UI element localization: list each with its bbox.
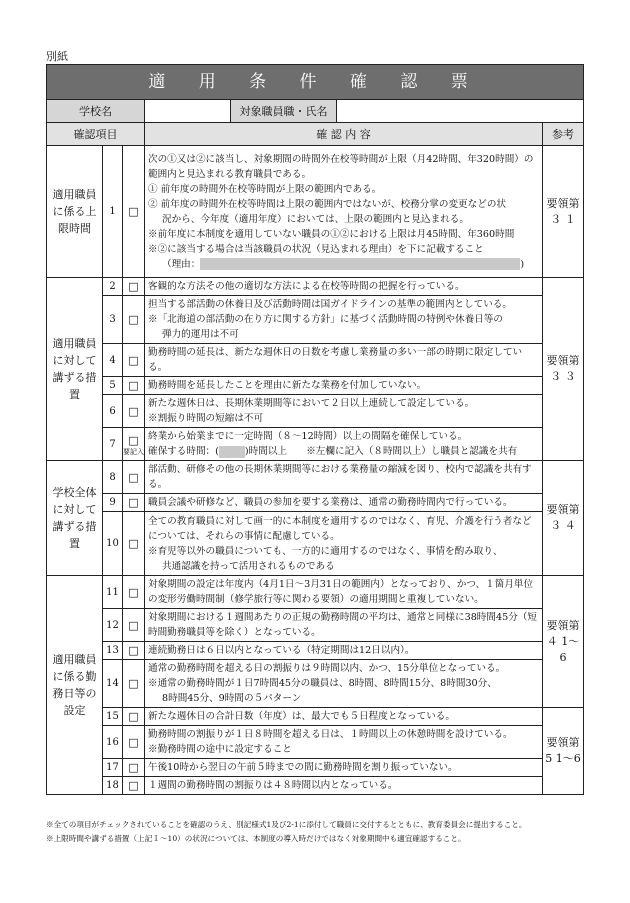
ref-section-4b: 要領第5 1～6 xyxy=(543,708,584,795)
item-number: 10 xyxy=(103,512,123,576)
school-name-label: 学校名 xyxy=(47,100,145,123)
item-14-content xyxy=(145,660,543,708)
text-line: ※育児等以外の職員についても、一方的に適用するのではなく、事情を酌み取り、 xyxy=(148,545,503,557)
text-line: 勤務時間を延長したことを理由に新たな業務を付加していない。 xyxy=(148,380,427,391)
staff-name-label: 対象職員職・氏名 xyxy=(231,100,337,123)
ref-section-3: 要領第３ ４ xyxy=(543,461,584,576)
item-number: 9 xyxy=(103,494,123,512)
item-number: 15 xyxy=(103,708,123,726)
text-line: 共通認識を持って活用されるものである xyxy=(162,560,335,572)
corner-label: 別紙 xyxy=(46,50,68,63)
item-10-content xyxy=(145,512,543,576)
item-number: 11 xyxy=(103,576,123,609)
item-number: 6 xyxy=(103,395,123,428)
text-line: 8時間45分、9時間の５パターン xyxy=(162,693,302,704)
checkbox-item-14[interactable]: □ xyxy=(123,660,145,708)
item-number: 5 xyxy=(103,377,123,395)
item-number: 3 xyxy=(103,296,123,344)
item-number: 1 xyxy=(103,146,123,278)
item-number: 8 xyxy=(103,461,123,494)
header-item: 確認項目 xyxy=(47,123,145,146)
checkbox-item-17[interactable]: □ xyxy=(123,759,145,777)
item-8-content xyxy=(145,461,543,494)
text-line: ※②に該当する場合は当該職員の状況（見込まれる理由）を下に記載すること xyxy=(148,243,484,255)
item-number: 17 xyxy=(103,759,123,777)
item-9-content xyxy=(145,494,543,512)
checkbox-item-15[interactable]: □ xyxy=(123,708,145,726)
checkbox-item-2[interactable]: □ xyxy=(123,278,145,296)
text-line: ※通常の勤務時間が１日7時間45分の職員は、8時間、8時間15分、8時間30分、 xyxy=(148,678,497,689)
ref-section-1: 要領第３ １ xyxy=(543,146,584,278)
item-number: 14 xyxy=(103,660,123,708)
category-workday-setting: 適用職員に係る勤務日等の設定 xyxy=(47,576,103,795)
confirmation-table xyxy=(46,64,584,795)
text-line: の変形労働時間制（修学旅行等に関わる要領）の適用期間と重複していない。 xyxy=(148,594,484,605)
text-line: 全ての教育職員に対して画一的に本制度を適用するのではなく、育児、介護を行う者など xyxy=(148,515,532,527)
checkbox-item-16[interactable]: □ xyxy=(123,726,145,759)
item-7-content xyxy=(145,428,543,461)
item-number: 18 xyxy=(103,777,123,795)
header-ref: 参考 xyxy=(543,123,584,146)
text-line: １週間の勤務時間の割振りは４８時間以内となっている。 xyxy=(148,780,398,791)
item-number: 7 xyxy=(103,428,123,461)
page-title: 適 用 条 件 確 認 票 xyxy=(47,65,584,100)
text-line: 職員会議や研修など、職員の参加を要する業務は、通常の勤務時間内で行っている。 xyxy=(148,497,513,508)
text-line: ② 前年度の時間外在校等時間は上限の範囲内ではないが、校務分掌の変更などの状 xyxy=(148,198,507,210)
required-note: 要記入 xyxy=(123,447,144,456)
confirmation-sheet xyxy=(46,64,583,795)
checkbox-item-4[interactable]: □ xyxy=(123,344,145,377)
text-line: 終業から始業までに一定時間（８～12時間）以上の間隔を確保している。 xyxy=(148,431,468,442)
category-measures-staff: 適用職員に対して講ずる措置 xyxy=(47,278,103,461)
item-12-content xyxy=(145,609,543,642)
item-11-content xyxy=(145,576,543,609)
text-line: 勤務時間の延長は、新たな週休日の日数を考慮し業務量の多い一部の時期に限定している。 xyxy=(148,347,523,373)
item-15-content xyxy=(145,708,543,726)
text-line: 次の①又は②に該当し、対象期間の時間外在校等時間が上限（月42時間、年320時間）の xyxy=(148,153,534,165)
text-line: ※前年度に本制度を適用していない職員の①②における上限は月45時間、年360時間 xyxy=(148,228,515,240)
category-upper-limit: 適用職員に係る上限時間 xyxy=(47,146,103,278)
interval-hours-input[interactable] xyxy=(219,446,245,458)
checkbox-item-3[interactable]: □ xyxy=(123,296,145,344)
interval-line: 確保する時間：( )時間以上 ※左欄に記入（８時間以上）し職員と認識を共有 xyxy=(148,446,518,457)
checkbox-item-7[interactable]: □ 要記入 xyxy=(123,428,145,461)
checkbox-item-10[interactable]: □ xyxy=(123,512,145,576)
text-line: については、それらの事情に配慮している。 xyxy=(148,530,340,542)
text-line: 部活動、研修その他の長期休業期間等における業務量の縮減を図り、校内で認識を共有する。 xyxy=(148,464,532,490)
item-number: 4 xyxy=(103,344,123,377)
checkbox-item-11[interactable]: □ xyxy=(123,576,145,609)
school-name-field[interactable] xyxy=(145,100,231,123)
footnotes xyxy=(46,818,606,846)
text-line: 範囲内と見込まれる教育職員である。 xyxy=(148,168,312,180)
text-line: 対象期間の設定は年度内（4月1日～3月31日の範囲内）となっており、かつ、１箇月単位 xyxy=(148,579,534,590)
item-1-content xyxy=(145,146,543,278)
item-2-content xyxy=(145,278,543,296)
staff-name-field[interactable] xyxy=(337,100,584,123)
text-line: ※割振り時間の短縮は不可 xyxy=(148,413,264,424)
item-6-content xyxy=(145,395,543,428)
item-5-content xyxy=(145,377,543,395)
reason-input[interactable] xyxy=(200,258,520,270)
checkbox-item-5[interactable]: □ xyxy=(123,377,145,395)
item-number: 16 xyxy=(103,726,123,759)
checkbox-item-6[interactable]: □ xyxy=(123,395,145,428)
text-line: 勤務時間の割振りが１日８時間を超える日は、１時間以上の休憩時間を設けている。 xyxy=(148,729,513,740)
checkbox-item-13[interactable]: □ xyxy=(123,642,145,660)
checkbox-item-9[interactable]: □ xyxy=(123,494,145,512)
item-number: 13 xyxy=(103,642,123,660)
text-line: 時間勤務職員等を除く）となっている。 xyxy=(148,627,321,638)
text-line: 新たな週休日の合計日数（年度）は、最大でも５日程度となっている。 xyxy=(148,711,455,722)
text-line: 客観的な方法その他の適切な方法による在校等時間の把握を行っている。 xyxy=(148,281,465,292)
text-line: 午後10時から翌日の午前５時までの間に勤務時間を割り振っていない。 xyxy=(148,762,458,773)
item-18-content xyxy=(145,777,543,795)
checkbox-item-1[interactable]: □ xyxy=(123,146,145,278)
category-measures-school: 学校全体に対して講ずる措置 xyxy=(47,461,103,576)
checkbox-item-12[interactable]: □ xyxy=(123,609,145,642)
checkbox-item-8[interactable]: □ xyxy=(123,461,145,494)
ref-section-4a: 要領第４ 1～6 xyxy=(543,576,584,708)
item-4-content xyxy=(145,344,543,377)
text-line: 連続勤務日は６日以内となっている（特定期間は12日以内）。 xyxy=(148,645,415,656)
text-line: 担当する部活動の休養日及び活動時間は国ガイドラインの基準の範囲内としている。 xyxy=(148,299,512,310)
text-line: ① 前年度の時間外在校等時間が上限の範囲内である。 xyxy=(148,183,382,195)
header-content: 確 認 内 容 xyxy=(145,123,543,146)
item-16-content xyxy=(145,726,543,759)
text-line: ※勤務時間の途中に設定すること xyxy=(148,744,292,755)
text-line: 新たな週休日は、長期休業期間等において２日以上連続して設定している。 xyxy=(148,398,475,409)
item-13-content xyxy=(145,642,543,660)
item-number: 12 xyxy=(103,609,123,642)
checkbox-item-18[interactable]: □ xyxy=(123,777,145,795)
item-3-content xyxy=(145,296,543,344)
item-number: 2 xyxy=(103,278,123,296)
text-line: 対象期間における１週間あたりの正規の勤務時間の平均は、通常と同様に38時間45分（短 xyxy=(148,612,537,623)
text-line: ※「北海道の部活動の在り方に関する方針」に基づく活動時間の特例や休養日等の xyxy=(148,314,503,325)
footnote: ※上限時間や講ずる措置（上記１～10）の状況については、本制度の導入時だけではなく対象期間中も適宜確認すること。 xyxy=(46,834,466,843)
item-17-content xyxy=(145,759,543,777)
reason-line: （理由： ) xyxy=(162,258,525,270)
text-line: 通常の勤務時間を超える日の割振りは９時間以内、かつ、15分単位となっている。 xyxy=(148,663,506,674)
ref-section-2: 要領第３ ３ xyxy=(543,278,584,461)
footnote: ※全ての項目がチェックされていることを確認のうえ、別記様式1及び2-1に添付して職員に交付するとともに、教育委員会に提出すること。 xyxy=(46,820,527,829)
text-line: 弾力的運用は不可 xyxy=(162,329,239,340)
text-line: 況から、今年度（適用年度）においては、上限の範囲内と見込まれる。 xyxy=(162,213,469,225)
